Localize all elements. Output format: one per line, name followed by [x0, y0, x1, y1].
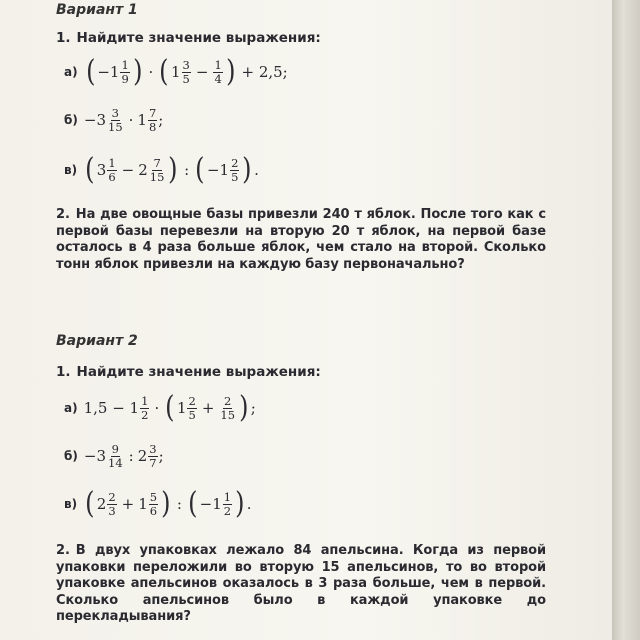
- v1-a-tail: + 2,5;: [241, 63, 288, 81]
- v2-c-plus: +: [121, 495, 135, 513]
- v2-b-frac2: $\frac{3}{7}$: [149, 442, 157, 470]
- v1-a-frac2: $\frac{3}{5}$: [182, 58, 190, 86]
- v2-b-frac1: $\frac{9}{14}$: [108, 442, 123, 470]
- v2-c-int1: 2: [96, 495, 107, 513]
- v2-a-pre: 1,5 − 1: [83, 399, 140, 417]
- v1-a-int1: −1: [97, 63, 120, 81]
- v1-c-tail: .: [254, 161, 259, 179]
- v1-expression-a: [64, 52, 292, 92]
- v1-c-frac3: $\frac{2}{5}$: [231, 156, 239, 184]
- v1-b-dot: ·: [128, 111, 134, 129]
- v1-expression-c: [64, 150, 259, 190]
- v2-task-1-heading: [56, 364, 321, 380]
- paren: (: [165, 390, 175, 425]
- v1-c-int3: −1: [206, 161, 230, 179]
- v2-c-frac1: $\frac{2}{3}$: [108, 490, 116, 518]
- v1-a-minus: −: [195, 63, 209, 81]
- paren: (: [195, 152, 205, 187]
- paren: (: [85, 486, 95, 521]
- v2-b-int1: −3: [83, 447, 106, 465]
- v1-task-1-heading: [56, 30, 321, 46]
- v2-task-2-number: 2.: [56, 543, 70, 558]
- v1-expression-b: [64, 100, 163, 140]
- variant-1-title: Вариант 1: [56, 2, 138, 18]
- v1-b-frac1: $\frac{3}{15}$: [108, 106, 123, 134]
- v2-a-dot: ·: [154, 399, 160, 417]
- page-edge: [612, 0, 640, 640]
- v2-c-colon: :: [176, 495, 182, 513]
- v1-task-1-text: Найдите значение выражения:: [76, 30, 321, 46]
- v1-task-1-number: 1.: [56, 30, 71, 46]
- v2-b-label: б): [64, 449, 78, 463]
- paren: ): [242, 152, 252, 187]
- v1-c-frac1: $\frac{1}{6}$: [108, 156, 116, 184]
- v1-c-int2: 2: [138, 161, 148, 179]
- v2-b-colon: :: [128, 447, 134, 465]
- v1-b-label: б): [64, 113, 78, 127]
- v2-a-frac2: $\frac{2}{5}$: [188, 394, 196, 422]
- v2-a-int2: 1: [176, 399, 187, 417]
- v2-a-frac3: $\frac{2}{15}$: [220, 394, 236, 422]
- v2-task-1-number: 1.: [56, 364, 71, 380]
- v1-a-label: а): [64, 65, 78, 79]
- variant-2-title: Вариант 2: [56, 333, 138, 349]
- v1-c-frac2: $\frac{7}{15}$: [149, 156, 165, 184]
- v1-a-int2: 1: [170, 63, 181, 81]
- v2-c-int3: −1: [199, 495, 222, 513]
- v1-task-2-number: 2.: [56, 207, 70, 222]
- v1-task-2: [56, 207, 546, 273]
- v2-b-tail: ;: [158, 447, 164, 465]
- v2-a-tail: ;: [250, 399, 256, 417]
- paren: ): [132, 54, 143, 89]
- v2-c-frac2: $\frac{5}{6}$: [149, 490, 158, 518]
- v2-task-1-text: Найдите значение выражения:: [76, 364, 321, 380]
- v1-b-frac2: $\frac{7}{8}$: [148, 106, 157, 134]
- v2-a-frac1: $\frac{1}{2}$: [141, 394, 149, 422]
- v2-c-label: в): [64, 497, 78, 511]
- v1-c-int1: 3: [96, 161, 107, 179]
- v2-expression-c: [64, 484, 252, 524]
- v1-b-tail: ;: [158, 111, 164, 129]
- paren: ): [168, 152, 178, 187]
- v2-task-2: [56, 543, 546, 626]
- paren: ): [225, 54, 236, 89]
- v1-a-dot: ·: [148, 63, 154, 81]
- v1-task-2-text: На две овощные базы привезли 240 т яблок. После того как с первой базы перевезли на вторую 20 т яблок, на первой базе осталось в 4 раза больше яблок, чем стало на второй. Сколько тонн яблок привезли на каждую базу первоначально?: [56, 207, 546, 272]
- v1-b-int1: −3: [83, 111, 106, 129]
- v2-b-int2: 2: [137, 447, 148, 465]
- paren: (: [159, 54, 169, 89]
- v2-c-tail: .: [246, 495, 252, 513]
- v1-a-frac1: $\frac{1}{9}$: [121, 58, 129, 86]
- v2-c-int2: 1: [138, 495, 148, 513]
- v2-a-label: а): [64, 401, 78, 415]
- v2-a-plus: +: [201, 399, 215, 417]
- v2-c-frac3: $\frac{1}{2}$: [223, 490, 232, 518]
- paren: (: [188, 486, 198, 521]
- paren: ): [239, 390, 249, 425]
- v1-c-colon: :: [184, 161, 190, 179]
- paren: (: [85, 54, 96, 89]
- paren: ): [235, 486, 245, 521]
- v2-expression-a: [64, 388, 256, 428]
- paren: ): [161, 486, 171, 521]
- v1-b-int2: 1: [137, 111, 147, 129]
- paren: (: [85, 152, 95, 187]
- v2-expression-b: [64, 436, 164, 476]
- v2-task-2-text: В двух упаковках лежало 84 апельсина. Когда из первой упаковки переложили во вторую 15 апельсинов, то во второй упаковке апельсинов оказалось в 3 раза больше, чем в первой. Сколько апельсинов было в каждой упаковке до перекладывания?: [56, 543, 546, 624]
- v1-c-minus: −: [121, 161, 135, 179]
- v1-a-frac3: $\frac{1}{4}$: [214, 58, 222, 86]
- v1-c-label: в): [64, 163, 78, 177]
